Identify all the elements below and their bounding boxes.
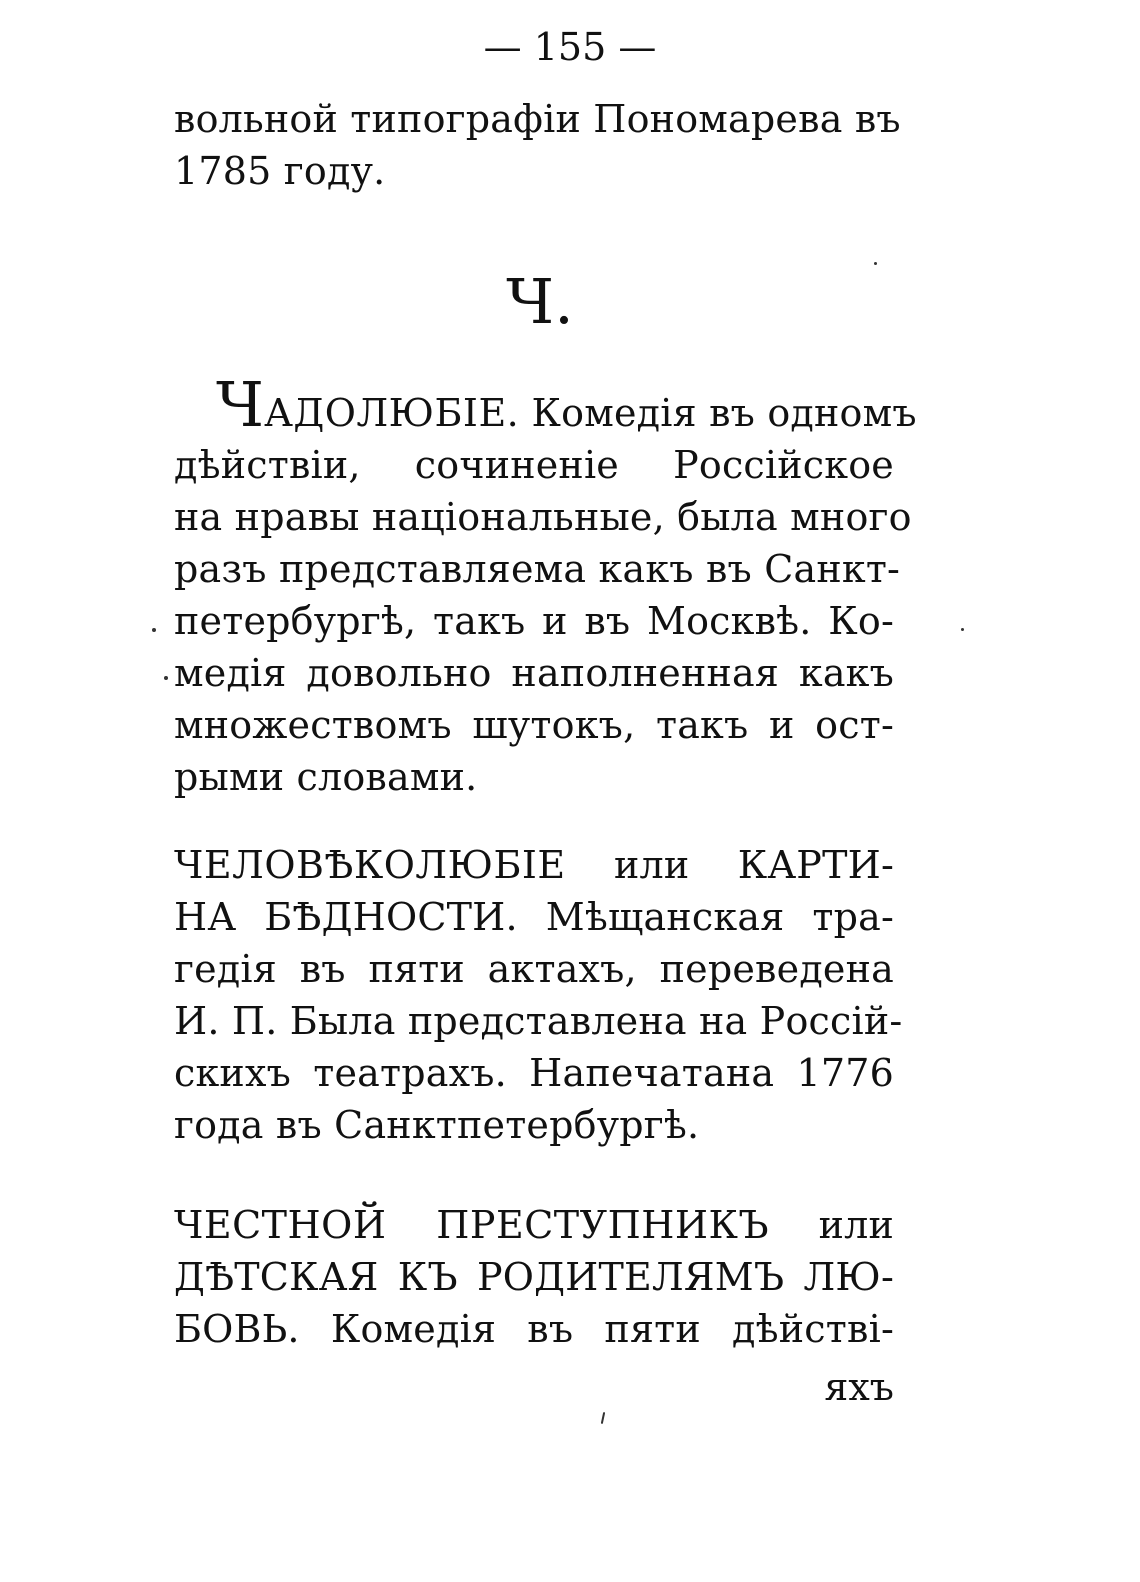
entry-3-heading: ЧЕСТНОЙ ПРЕСТУПНИКЪ (174, 1203, 770, 1247)
entry-2-first-line-text: или КАРТИ- (613, 843, 894, 887)
page-number: — 155 — (483, 25, 657, 69)
entry-1-dropcap: Ч (216, 368, 265, 441)
entry-3-line: БОВЬ. Комедія въ пяти дѣйстві- (174, 1307, 894, 1351)
entry-1-line: множествомъ шутокъ, такъ и ост- (174, 703, 894, 747)
intro-line-2: 1785 году. (174, 149, 386, 193)
entry-2-line: НА БѢДНОСТИ. Мѣщанская тра- (174, 895, 894, 939)
section-letter-heading: Ч. (506, 265, 574, 338)
entry-1-line: разъ представляема какъ въ Санкт- (174, 547, 901, 591)
catchword: яхъ (824, 1365, 894, 1409)
entry-1-first-line-text: Комедія въ одномъ (531, 391, 917, 435)
scan-speck (961, 628, 964, 631)
entry-1-line: медія довольно наполненная какъ (174, 651, 894, 695)
entry-1-line: рыми словами. (174, 755, 478, 799)
entry-2-line: И. П. Была представлена на Россій- (174, 999, 903, 1043)
entry-1-line: петербургѣ, такъ и въ Москвѣ. Ко- (174, 599, 894, 643)
intro-line-1: вольной типографіи Пономарева въ (174, 97, 901, 141)
scan-speck (874, 262, 877, 265)
entry-3-line: ДѢТСКАЯ КЪ РОДИТЕЛЯМЪ ЛЮ- (174, 1255, 894, 1299)
scan-mark (601, 1412, 605, 1424)
entry-2-line: скихъ театрахъ. Напечатана 1776 (174, 1051, 894, 1095)
entry-1-line: на нравы національные, была много (174, 495, 912, 539)
entry-1-heading: ЧАДОЛЮБІЕ. (216, 368, 520, 441)
entry-2-first-line (174, 840, 894, 890)
entry-1-first-line (216, 368, 917, 441)
scan-speck (164, 676, 168, 680)
entry-2-line: гедія въ пяти актахъ, переведена (174, 947, 894, 991)
entry-3-first-line (174, 1200, 894, 1250)
entry-3-first-line-text: или (818, 1203, 895, 1247)
entry-2-heading: ЧЕЛОВѢКОЛЮБІЕ (174, 843, 566, 887)
scan-speck (152, 628, 156, 632)
entry-1-line: дѣйствіи, сочиненіе Россійское (174, 443, 894, 487)
entry-2-line: года въ Санктпетербургѣ. (174, 1103, 700, 1147)
